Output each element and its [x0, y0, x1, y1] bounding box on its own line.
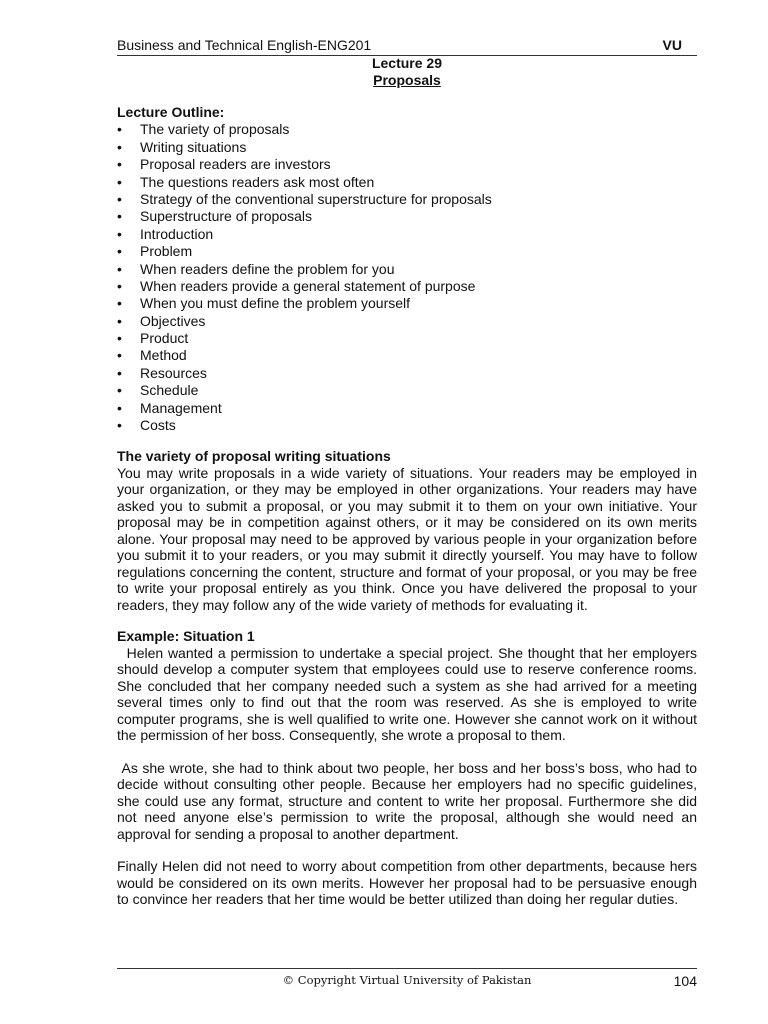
bullet-icon: •: [117, 225, 122, 242]
outline-item: [117, 174, 697, 191]
outline-item-label: Schedule: [140, 382, 199, 399]
outline-item-label: Introduction: [140, 225, 214, 242]
lecture-outline: [117, 104, 697, 434]
bullet-icon: •: [117, 364, 122, 381]
outline-item-label: Product: [140, 330, 189, 347]
bullet-icon: •: [117, 243, 122, 260]
bullet-icon: •: [117, 399, 122, 416]
outline-item-label: The variety of proposals: [140, 121, 290, 138]
outline-item-label: When readers provide a general statement of purpose: [140, 277, 476, 294]
outline-item-label: When you must define the problem yourself: [140, 295, 411, 312]
bullet-icon: •: [117, 190, 122, 207]
outline-item-label: Method: [140, 347, 187, 364]
lecture-number: Lecture 29: [371, 55, 443, 71]
bullet-icon: •: [117, 277, 122, 294]
outline-item: [117, 121, 697, 138]
bullet-icon: •: [117, 312, 122, 329]
outline-item: [117, 139, 697, 156]
outline-item-label: Resources: [140, 364, 207, 381]
copyright-notice: © Copyright Virtual University of Pakistan: [282, 973, 532, 987]
outline-item-label: Costs: [140, 417, 176, 434]
outline-item: [117, 347, 697, 364]
variety-section: [117, 448, 697, 613]
outline-item: [117, 295, 697, 312]
outline-item: [117, 365, 697, 382]
outline-item: [117, 382, 697, 399]
outline-item: [117, 417, 697, 434]
outline-item: [117, 208, 697, 225]
outline-item: [117, 261, 697, 278]
outline-item-label: Objectives: [140, 312, 206, 329]
outline-item: [117, 400, 697, 417]
outline-item-label: Superstructure of proposals: [140, 208, 312, 225]
lecture-title: Proposals: [373, 72, 441, 88]
variety-paragraph: You may write proposals in a wide variety of situations. Your readers may be employed in your organization, or they may be employed in other organizations. Your readers may have asked you to submit a proposal, or you may submit it to them on your own initiative. Your proposal may be in competition against others, or it may be considered on its own merits alone. Your proposal may need to be approved by various people in your organization before you submit it to your readers, or you may submit it directly yourself. You may have to follow regulations concerning the content, structure and format of your proposal, or you may be free to write your proposal entirely as you think. Once you have delivered the proposal to your readers, they may follow any of the wide variety of methods for evaluating it.: [117, 464, 697, 613]
outline-item-label: The questions readers ask most often: [140, 173, 375, 190]
outline-list: [117, 121, 697, 434]
outline-heading: Lecture Outline:: [117, 104, 225, 120]
bullet-icon: •: [117, 260, 122, 277]
bullet-icon: •: [117, 173, 122, 190]
outline-item: [117, 191, 697, 208]
page-header: [117, 36, 697, 56]
outline-item-label: When readers define the problem for you: [140, 260, 395, 277]
example-heading: Example: Situation 1: [117, 628, 255, 644]
example-paragraph-2: As she wrote, she had to think about two people, her boss and her boss’s boss, who had to decide without consulting other people. Because her employers had no specific guidelines, she could use any format, structure and content to write her proposal. Furthermore she did not need anyone else’s permission to write the proposal, although she would need an approval for sending a proposal to another department.: [117, 759, 701, 842]
outline-item: [117, 278, 697, 295]
outline-item-label: Strategy of the conventional superstructure for proposals: [140, 190, 492, 207]
example-paragraph-3: Finally Helen did not need to worry about competition from other departments, because hers would be considered on its own merits. However her proposal had to be persuasive enough to convince her readers that her time would be better utilized than doing her regular duties.: [117, 858, 697, 907]
example-paragraph-1: Helen wanted a permission to undertake a special project. She thought that her employers should develop a computer system that employees could use to reserve conference rooms. She concluded that her company needed such a system as she had arrived for a meeting several times only to find out that the room was reserved. As she is employed to write computer programs, she is well qualified to write one. However she cannot work on it without the permission of her boss. Consequently, she wrote a proposal to them.: [117, 644, 701, 743]
bullet-icon: •: [117, 208, 122, 225]
bullet-icon: •: [117, 156, 122, 173]
bullet-icon: •: [117, 382, 122, 399]
outline-item-label: Problem: [140, 243, 193, 260]
page-footer: [117, 968, 697, 988]
outline-item-label: Proposal readers are investors: [140, 156, 331, 173]
bullet-icon: •: [117, 295, 122, 312]
outline-item-label: Management: [140, 399, 222, 416]
outline-item: [117, 156, 697, 173]
outline-item-label: Writing situations: [140, 138, 247, 155]
outline-item: [117, 226, 697, 243]
bullet-icon: •: [117, 121, 122, 138]
bullet-icon: •: [117, 330, 122, 347]
bullet-icon: •: [117, 347, 122, 364]
bullet-icon: •: [117, 138, 122, 155]
bullet-icon: •: [117, 417, 122, 434]
variety-heading: The variety of proposal writing situations: [117, 448, 391, 464]
course-title: Business and Technical English-ENG201: [117, 37, 372, 53]
outline-item: [117, 330, 697, 347]
page-number: 104: [673, 973, 697, 989]
example-section: [117, 628, 701, 908]
outline-item: [117, 313, 697, 330]
institution-short: VU: [662, 37, 682, 53]
lecture-heading: [117, 55, 697, 89]
outline-item: [117, 243, 697, 260]
